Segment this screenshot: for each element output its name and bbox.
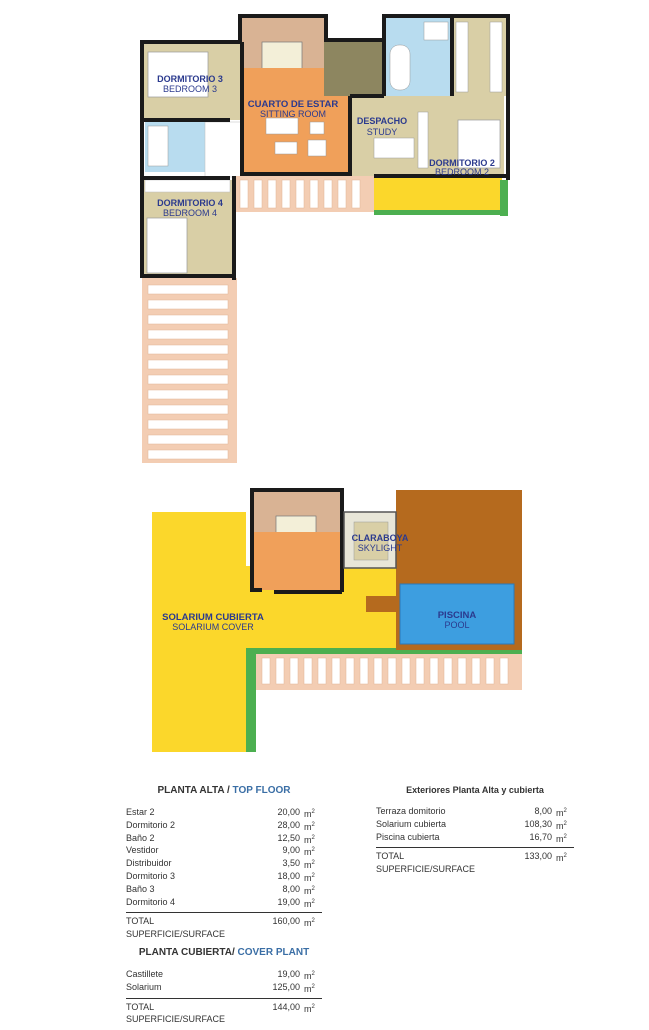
table-row bbox=[126, 819, 322, 832]
label-study-es: DESPACHO bbox=[356, 116, 408, 126]
room-dressing bbox=[324, 40, 384, 96]
table-row bbox=[376, 818, 574, 831]
unit: $m^2$ bbox=[556, 833, 567, 844]
row-label: Terraza domitorio bbox=[376, 806, 446, 816]
table-row bbox=[126, 844, 322, 857]
title-en: COVER PLANT bbox=[237, 947, 310, 958]
top-floor-plan bbox=[142, 16, 508, 463]
table-row bbox=[126, 896, 322, 909]
label-sitting-es: CUARTO DE ESTAR bbox=[247, 99, 339, 110]
label-bedroom-2-en: BEDROOM 2 bbox=[434, 167, 490, 177]
unit: $m^2$ bbox=[304, 847, 315, 858]
table-cover-total bbox=[126, 998, 322, 1025]
row-value: 125,00 bbox=[272, 981, 300, 992]
label-solarium-es: SOLARIUM CUBIERTA bbox=[162, 612, 264, 623]
row-label: Baño 3 bbox=[126, 883, 155, 894]
table-exteriors-total bbox=[376, 847, 574, 875]
total-label: TOTAL SUPERFICIE/SURFACE bbox=[126, 1001, 226, 1025]
row-label: Dormitorio 4 bbox=[126, 896, 176, 907]
table-row bbox=[126, 870, 322, 883]
table-exteriors-title: Exteriores Planta Alta y cubierta bbox=[406, 785, 544, 795]
sofa-icon bbox=[266, 118, 298, 134]
label-solarium-en: SOLARIUM COVER bbox=[172, 622, 254, 632]
table-top-floor-total bbox=[126, 912, 322, 940]
row-value: 8,00 bbox=[282, 883, 300, 894]
unit: $m^2$ bbox=[304, 834, 315, 845]
row-value: 8,00 bbox=[534, 806, 552, 816]
row-label: Vestidor bbox=[126, 845, 159, 856]
row-label: Baño 2 bbox=[126, 832, 155, 843]
label-pool-en: POOL bbox=[444, 620, 470, 630]
row-label: Castillete bbox=[126, 969, 164, 979]
label-sitting-en: SITTING ROOM bbox=[260, 109, 326, 119]
label-skylight-es: CLARABOYA bbox=[351, 533, 409, 543]
label-bedroom-2-es: DORMITORIO 2 bbox=[429, 158, 495, 168]
row-value: 18,00 bbox=[277, 870, 300, 881]
table-row bbox=[376, 805, 574, 818]
row-label: Dormitorio 2 bbox=[126, 819, 176, 830]
table-cover-rows bbox=[126, 968, 322, 994]
table-row bbox=[126, 981, 322, 994]
row-value: 108,30 bbox=[524, 818, 552, 829]
unit: $m^2$ bbox=[556, 853, 567, 864]
label-bedroom-3-es: DORMITORIO 3 bbox=[157, 74, 223, 84]
terrace-bedroom bbox=[374, 176, 502, 210]
row-label: Dormitorio 3 bbox=[126, 870, 176, 881]
row-label: Solarium cubierta bbox=[376, 818, 447, 829]
table-row bbox=[126, 968, 322, 981]
title-es: PLANTA CUBIERTA/ bbox=[138, 947, 235, 958]
label-bedroom-4-es: DORMITORIO 4 bbox=[157, 198, 223, 208]
unit: $m^2$ bbox=[304, 918, 315, 929]
label-bedroom-4-en: BEDROOM 4 bbox=[162, 208, 218, 218]
label-pool-es: PISCINA bbox=[437, 610, 477, 621]
table-exteriors bbox=[376, 785, 574, 875]
row-label: Distribuidor bbox=[126, 858, 172, 869]
table-row bbox=[376, 831, 574, 844]
total-value: 144,00 bbox=[272, 1001, 300, 1012]
row-label: Estar 2 bbox=[126, 807, 155, 817]
unit: $m^2$ bbox=[304, 809, 315, 819]
bed-icon bbox=[147, 218, 187, 273]
total-label: TOTAL SUPERFICIE/SURFACE bbox=[376, 851, 476, 875]
row-value: 28,00 bbox=[277, 819, 300, 830]
unit: $m^2$ bbox=[304, 971, 315, 981]
unit: $m^2$ bbox=[304, 860, 315, 871]
table-cover-title bbox=[126, 947, 322, 958]
label-study-en: STUDY bbox=[366, 127, 398, 137]
total-value: 160,00 bbox=[272, 916, 300, 927]
unit: $m^2$ bbox=[304, 885, 315, 896]
unit: $m^2$ bbox=[304, 821, 315, 832]
table-top-floor-rows bbox=[126, 806, 322, 908]
cover-plan bbox=[152, 490, 522, 752]
table-cover-plant bbox=[126, 947, 322, 1025]
unit: $m^2$ bbox=[556, 808, 567, 818]
table-row bbox=[126, 883, 322, 896]
unit: $m^2$ bbox=[304, 872, 315, 883]
row-value: 9,00 bbox=[282, 845, 300, 856]
total-label: TOTAL SUPERFICIE/SURFACE bbox=[126, 916, 226, 940]
table-top-floor bbox=[126, 785, 322, 940]
row-label: Solarium bbox=[126, 981, 162, 992]
row-value: 3,50 bbox=[282, 858, 300, 869]
unit: $m^2$ bbox=[556, 820, 567, 831]
unit: $m^2$ bbox=[304, 983, 315, 994]
label-bedroom-3-en: BEDROOM 3 bbox=[162, 84, 218, 94]
row-value: 12,50 bbox=[277, 832, 300, 843]
title-en: TOP FLOOR bbox=[232, 785, 291, 796]
table-row bbox=[126, 806, 322, 819]
table-row bbox=[126, 832, 322, 845]
label-skylight-en: SKYLIGHT bbox=[357, 543, 403, 553]
unit: $m^2$ bbox=[304, 898, 315, 909]
row-value: 16,70 bbox=[529, 831, 552, 842]
unit: $m^2$ bbox=[304, 1003, 315, 1014]
table-row bbox=[126, 857, 322, 870]
solarium-cover bbox=[152, 512, 246, 752]
total-value: 133,00 bbox=[524, 851, 552, 862]
row-value: 19,00 bbox=[277, 969, 300, 979]
table-exteriors-rows bbox=[376, 805, 574, 843]
row-label: Piscina cubierta bbox=[376, 831, 440, 842]
title-es: PLANTA ALTA / bbox=[157, 785, 230, 796]
row-value: 19,00 bbox=[277, 896, 300, 907]
row-value: 20,00 bbox=[277, 807, 300, 817]
table-top-floor-title bbox=[126, 785, 322, 796]
